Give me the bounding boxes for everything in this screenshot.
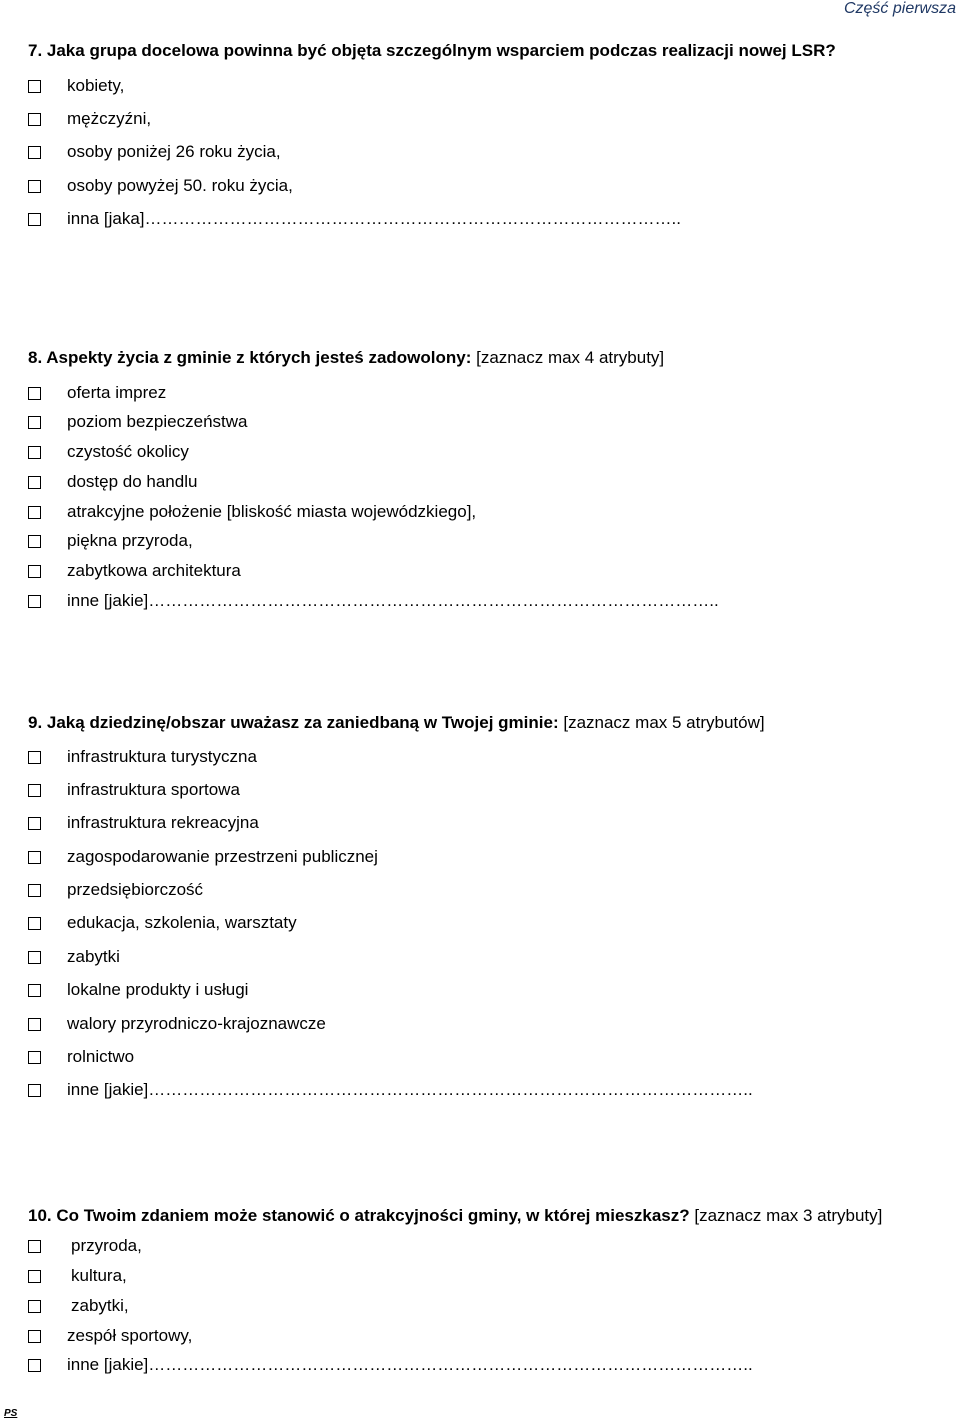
- checkbox-icon[interactable]: [28, 1330, 41, 1343]
- q7-option-men[interactable]: [28, 108, 151, 130]
- checkbox-icon[interactable]: [28, 180, 41, 193]
- q7-option-over-50[interactable]: [28, 175, 293, 197]
- option-label: mężczyźni,: [67, 109, 152, 128]
- checkbox-icon[interactable]: [28, 1240, 41, 1253]
- question-10-text: 10. Co Twoim zdaniem może stanowić o atrakcyjności gminy, w której mieszkasz?: [28, 1206, 690, 1225]
- q8-option-safety[interactable]: [28, 411, 247, 433]
- option-label: osoby poniżej 26 roku życia,: [67, 142, 281, 161]
- checkbox-icon[interactable]: [28, 1084, 41, 1097]
- checkbox-icon[interactable]: [28, 476, 41, 489]
- checkbox-icon[interactable]: [28, 917, 41, 930]
- option-label: atrakcyjne położenie [bliskość miasta wojewódzkiego],: [67, 502, 477, 521]
- option-label: edukacja, szkolenia, warsztaty: [67, 913, 297, 932]
- q7-option-other[interactable]: [28, 208, 681, 230]
- q8-option-other[interactable]: [28, 590, 719, 612]
- option-label: walory przyrodniczo-krajoznawcze: [67, 1014, 326, 1033]
- checkbox-icon[interactable]: [28, 80, 41, 93]
- section-header: Część pierwsza: [843, 0, 956, 17]
- option-label: rolnictwo: [67, 1047, 135, 1066]
- q8-option-architecture[interactable]: [28, 560, 241, 582]
- option-label: przyroda,: [71, 1236, 142, 1255]
- checkbox-icon[interactable]: [28, 387, 41, 400]
- option-label: przedsiębiorczość: [67, 880, 204, 899]
- q8-option-shopping[interactable]: [28, 471, 197, 493]
- q9-option-local-products[interactable]: [28, 979, 248, 1001]
- option-label: inna [jaka]…………………………………………………………………………………..: [67, 209, 681, 228]
- q8-option-events[interactable]: [28, 382, 166, 404]
- option-label: czystość okolicy: [67, 442, 189, 461]
- option-label: kultura,: [71, 1266, 127, 1285]
- question-7: [28, 41, 836, 61]
- option-label: poziom bezpieczeństwa: [67, 412, 248, 431]
- option-label: lokalne produkty i usługi: [67, 980, 249, 999]
- q9-option-public-space[interactable]: [28, 846, 378, 868]
- checkbox-icon[interactable]: [28, 535, 41, 548]
- question-8-hint: [zaznacz max 4 atrybuty]: [471, 348, 665, 367]
- q9-option-natural-values[interactable]: [28, 1013, 326, 1035]
- question-9: [28, 713, 765, 733]
- q10-option-nature[interactable]: [28, 1235, 142, 1257]
- option-label: zespół sportowy,: [67, 1326, 193, 1345]
- checkbox-icon[interactable]: [28, 565, 41, 578]
- q10-option-other[interactable]: [28, 1354, 753, 1376]
- checkbox-icon[interactable]: [28, 784, 41, 797]
- q9-option-monuments[interactable]: [28, 946, 120, 968]
- option-label: zagospodarowanie przestrzeni publicznej: [67, 847, 378, 866]
- option-label: inne [jakie]……………………………………………………………………………………………..: [67, 1080, 753, 1099]
- option-label: infrastruktura rekreacyjna: [67, 813, 259, 832]
- checkbox-icon[interactable]: [28, 446, 41, 459]
- question-7-text: 7. Jaka grupa docelowa powinna być objęta szczególnym wsparciem podczas realizacji nowej LSR?: [28, 41, 836, 60]
- option-label: inne [jakie]………………………………………………………………………………………..: [67, 591, 719, 610]
- checkbox-icon[interactable]: [28, 213, 41, 226]
- q7-option-women[interactable]: [28, 75, 124, 97]
- option-label: infrastruktura turystyczna: [67, 747, 257, 766]
- q8-option-location[interactable]: [28, 501, 476, 523]
- q9-option-education[interactable]: [28, 912, 297, 934]
- q9-option-tourism-infra[interactable]: [28, 746, 257, 768]
- checkbox-icon[interactable]: [28, 817, 41, 830]
- q7-option-under-26[interactable]: [28, 141, 281, 163]
- question-10: [28, 1206, 882, 1226]
- checkbox-icon[interactable]: [28, 146, 41, 159]
- q10-option-culture[interactable]: [28, 1265, 127, 1287]
- option-label: dostęp do handlu: [67, 472, 198, 491]
- checkbox-icon[interactable]: [28, 595, 41, 608]
- checkbox-icon[interactable]: [28, 1270, 41, 1283]
- checkbox-icon[interactable]: [28, 113, 41, 126]
- option-label: zabytkowa architektura: [67, 561, 241, 580]
- question-8-text: 8. Aspekty życia z gminie z których jesteś zadowolony:: [28, 348, 472, 367]
- q9-option-agriculture[interactable]: [28, 1046, 134, 1068]
- question-10-hint: [zaznacz max 3 atrybuty]: [689, 1206, 883, 1225]
- checkbox-icon[interactable]: [28, 884, 41, 897]
- q10-option-monuments[interactable]: [28, 1295, 129, 1317]
- q9-option-entrepreneurship[interactable]: [28, 879, 203, 901]
- option-label: piękna przyroda,: [67, 531, 193, 550]
- checkbox-icon[interactable]: [28, 951, 41, 964]
- checkbox-icon[interactable]: [28, 416, 41, 429]
- q9-option-other[interactable]: [28, 1079, 753, 1101]
- option-label: inne [jakie]……………………………………………………………………………………………..: [67, 1355, 753, 1374]
- question-9-hint: [zaznacz max 5 atrybutów]: [558, 713, 765, 732]
- checkbox-icon[interactable]: [28, 1051, 41, 1064]
- option-label: infrastruktura sportowa: [67, 780, 240, 799]
- option-label: zabytki,: [71, 1296, 129, 1315]
- checkbox-icon[interactable]: [28, 851, 41, 864]
- checkbox-icon[interactable]: [28, 1359, 41, 1372]
- footer-mark: PS: [4, 1408, 18, 1419]
- checkbox-icon[interactable]: [28, 1018, 41, 1031]
- q8-option-nature[interactable]: [28, 530, 193, 552]
- q8-option-cleanliness[interactable]: [28, 441, 189, 463]
- q9-option-sports-infra[interactable]: [28, 779, 240, 801]
- question-9-text: 9. Jaką dziedzinę/obszar uważasz za zaniedbaną w Twojej gminie:: [28, 713, 559, 732]
- option-label: kobiety,: [67, 76, 125, 95]
- checkbox-icon[interactable]: [28, 506, 41, 519]
- question-8: [28, 348, 664, 368]
- q9-option-recreation-infra[interactable]: [28, 812, 259, 834]
- option-label: osoby powyżej 50. roku życia,: [67, 176, 293, 195]
- option-label: zabytki: [67, 947, 120, 966]
- option-label: oferta imprez: [67, 383, 167, 402]
- checkbox-icon[interactable]: [28, 1300, 41, 1313]
- q10-option-sports-team[interactable]: [28, 1325, 192, 1347]
- checkbox-icon[interactable]: [28, 984, 41, 997]
- checkbox-icon[interactable]: [28, 751, 41, 764]
